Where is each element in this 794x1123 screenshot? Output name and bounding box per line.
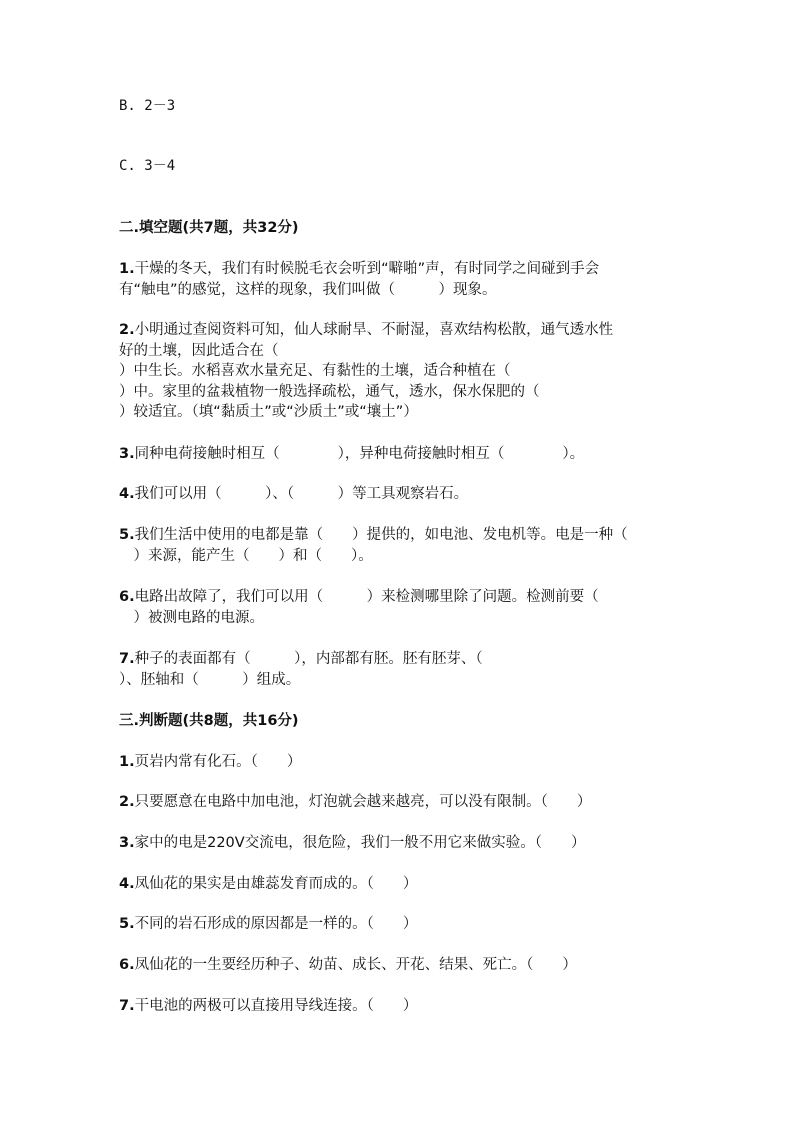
- fill-section-title: 二.填空题(共7题，共32分): [119, 220, 299, 236]
- question-text: 凤仙花的一生要经历种子、幼苗、成长、开花、结果、死亡。（ ）: [134, 957, 577, 973]
- question-number: 2.: [119, 794, 135, 810]
- question-text: 电路出故障了，我们可以用（ ）来检测哪里除了问题。检测前要（: [134, 589, 599, 605]
- question-number: 6.: [119, 589, 135, 605]
- judge-question-7: [119, 996, 679, 1017]
- option-b: B. 2－3: [119, 98, 176, 114]
- fill-question-5: [119, 525, 679, 566]
- question-text: 页岩内常有化石。（ ）: [134, 754, 302, 770]
- question-text: 有“触电”的感觉，这样的现象，我们叫做（ ）现象。: [119, 281, 497, 298]
- question-text: ）中。家里的盆栽植物一般选择疏松，通气，透水，保水保肥的（: [119, 383, 540, 400]
- fill-question-4: [119, 484, 679, 505]
- judge-question-2: [119, 792, 679, 813]
- question-text: 干燥的冬天，我们有时候脱毛衣会听到“噼啪”声，有时同学之间碰到手会: [134, 261, 600, 277]
- question-text: ）被测电路的电源。: [119, 609, 264, 626]
- question-text: 小明通过查阅资料可知，仙人球耐旱、不耐湿，喜欢结构松散，通气透水性: [134, 322, 614, 338]
- question-number: 4.: [119, 876, 135, 892]
- question-text: 只要愿意在电路中加电池，灯泡就会越来越亮，可以没有限制。（ ）: [134, 794, 592, 810]
- question-number: 4.: [119, 486, 135, 502]
- fill-question-6: [119, 587, 679, 628]
- question-text: 我们生活中使用的电都是靠（ ）提供的，如电池、发电机等。电是一种（: [134, 527, 628, 543]
- question-text: ）来源，能产生（ ）和（ ）。: [119, 547, 373, 564]
- judge-question-1: [119, 752, 679, 773]
- option-c: C. 3－4: [119, 158, 176, 174]
- question-text: 家中的电是220V交流电，很危险，我们一般不用它来做实验。（ ）: [134, 835, 586, 851]
- question-number: 5.: [119, 916, 135, 932]
- question-number: 3.: [119, 446, 135, 462]
- fill-question-1: [119, 259, 679, 300]
- question-text: ）中生长。水稻喜欢水量充足、有黏性的土壤，适合种植在（: [119, 363, 511, 379]
- question-number: 7.: [119, 651, 135, 667]
- judge-question-6: [119, 955, 679, 976]
- fill-question-3: [119, 444, 679, 465]
- question-number: 7.: [119, 998, 135, 1014]
- question-text: 不同的岩石形成的原因都是一样的。（ ）: [134, 916, 418, 932]
- question-number: 6.: [119, 957, 135, 973]
- question-number: 2.: [119, 322, 135, 338]
- judge-section-title: 三.判断题(共8题，共16分): [119, 713, 299, 729]
- question-text: 我们可以用（ ）、（ ）等工具观察岩石。: [134, 486, 469, 502]
- question-number: 3.: [119, 835, 135, 851]
- question-number: 1.: [119, 261, 135, 277]
- question-text: ）、胚轴和（ ）组成。: [119, 671, 301, 688]
- question-text: 种子的表面都有（ ），内部都有胚。胚有胚芽、（: [134, 651, 483, 667]
- question-number: 5.: [119, 527, 135, 543]
- fill-question-2: [119, 320, 679, 423]
- judge-question-5: [119, 914, 679, 935]
- judge-question-3: [119, 833, 679, 854]
- question-text: 好的土壤，因此适合在（: [119, 342, 279, 359]
- fill-question-7: [119, 649, 679, 690]
- question-text: 干电池的两极可以直接用导线连接。（ ）: [134, 998, 418, 1014]
- judge-question-4: [119, 874, 679, 895]
- question-text: ）较适宜。（填“黏质土”或“沙质土”或“壤土”）: [119, 404, 418, 420]
- question-number: 1.: [119, 754, 135, 770]
- question-text: 同种电荷接触时相互（ ），异种电荷接触时相互（ ）。: [134, 446, 585, 462]
- question-text: 凤仙花的果实是由雄蕊发育而成的。（ ）: [134, 876, 418, 892]
